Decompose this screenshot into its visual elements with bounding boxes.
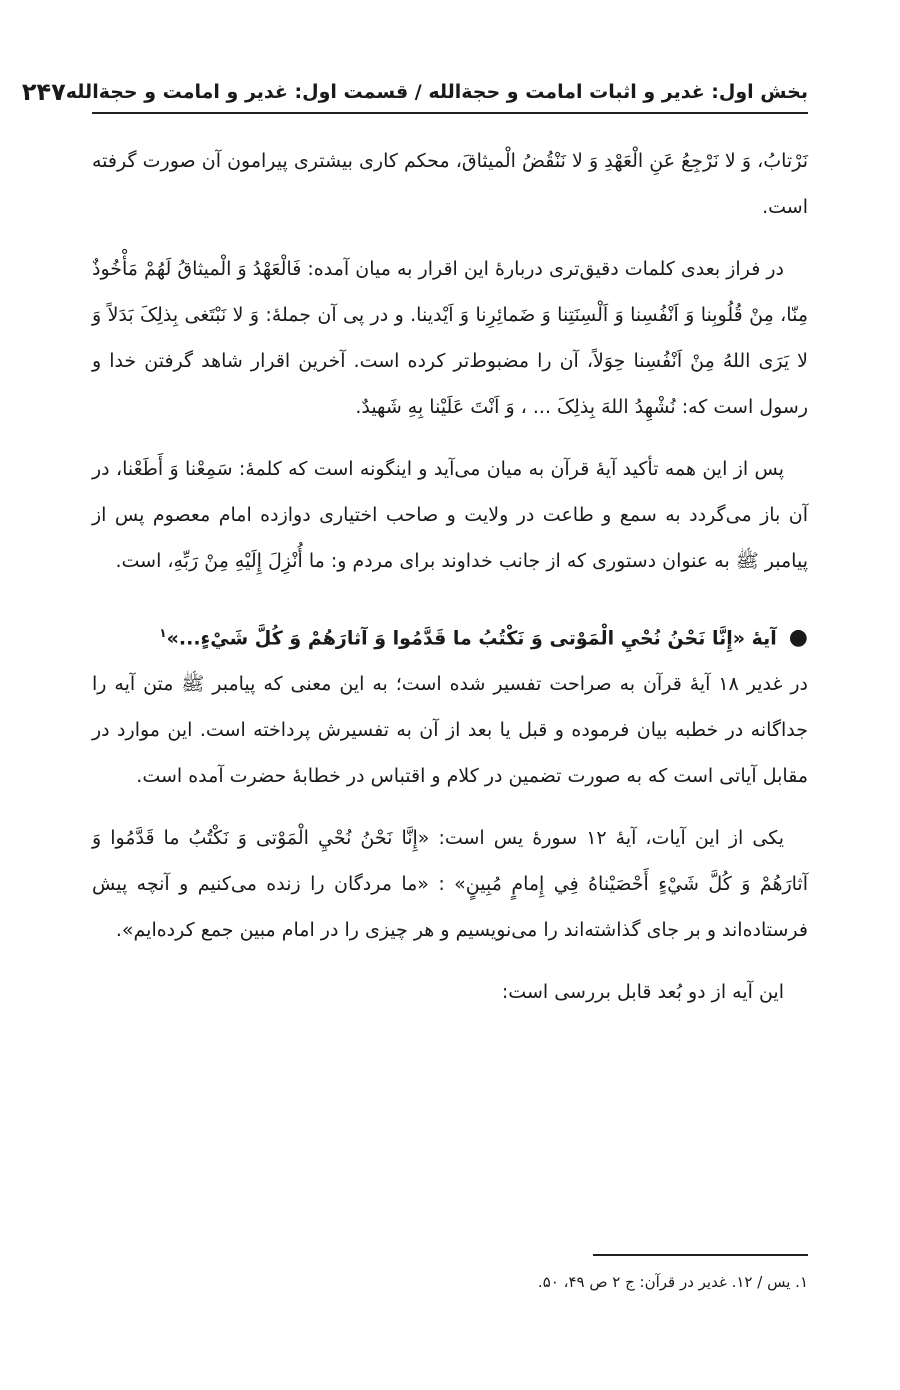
- paragraph-5: یکی از این آیات، آیهٔ ۱۲ سورهٔ یس است: «إِنَّا نَحْنُ نُحْيِ الْمَوْتى وَ نَكْتُبُ ما قَدَّمُوا وَ آثارَهُمْ وَ كُلَّ شَيْءٍ أَحْصَيْناهُ فِي إِمامٍ مُبِينٍ» : «ما مردگان را زنده می‌کنیم و آنچه پیش فرستاده‌اند و بر جای گذاشته‌اند را می‌نویسیم و هر چیزی را در امام مبین جمع کرده‌ایم».: [92, 827, 808, 942]
- bullet-icon: ●: [788, 625, 808, 651]
- paragraph-3: پس از این همه تأکید آیهٔ قرآن به میان می‌آید و اینگونه است که کلمهٔ: سَمِعْنا وَ أَطَعْنا، در آن باز می‌گردد به سمع و طاعت در ولایت و صاحب اختیاری دوازده امام معصوم پس از پیامبر ﷺ به عنوان دستوری که از جانب خداوند برای مردم و: ما أُنْزِلَ إِلَيْهِ مِنْ رَبِّهِ، است.: [92, 458, 808, 572]
- footnote-divider: [593, 1254, 808, 1256]
- paragraph-4: در غدیر ۱۸ آیهٔ قرآن به صراحت تفسیر شده است؛ به این معنی که پیامبر ﷺ متن آیه را جداگانه در خطبه بیان فرموده و قبل یا بعد از آن به تفسیرش پرداخته است. این موارد در مقابل آیاتی است که به صورت تضمین در کلام و اقتباس در خطابهٔ حضرت آمده است.: [92, 673, 808, 788]
- footnote: ۱. یس / ۱۲. غدیر در قرآن: ج ۲ ص ۴۹، ۵۰.: [537, 1273, 808, 1291]
- paragraph-2: در فراز بعدی کلمات دقیق‌تری دربارهٔ این اقرار به میان آمده: فَالْعَهْدُ وَ الْميثاقُ لَهُمْ مَأْخُوذٌ مِنّا، مِنْ قُلُوبِنا وَ اَنْفُسِنا وَ اَلْسِنَتِنا وَ ضَمائِرِنا وَ اَيْدينا. و در پی آن جملهٔ: وَ لا نَبْتَغی بِذلِکَ بَدَلاً وَ لا يَرَى اللهُ مِنْ اَنْفُسِنا حِوَلاً، آن را مضبوط‌تر کرده است. آخرین اقرار شاهد گرفتن خدا و رسول است که: نُشْهِدُ اللهَ بِذلِکَ ... ، وَ اَنْتَ عَلَيْنا بِهِ شَهيدٌ.: [92, 258, 808, 418]
- section-heading-text: آیهٔ «إِنَّا نَحْنُ نُحْيِ الْمَوْتى وَ نَكْتُبُ ما قَدَّمُوا وَ آثارَهُمْ وَ كُلَّ شَيْءٍ...»: [166, 627, 777, 650]
- page-header: [21, 72, 808, 114]
- section-heading: [92, 610, 808, 661]
- page-body: [92, 138, 808, 1015]
- running-header-title: بخش اول: غدیر و اثبات امامت و حجة‌الله / قسمت اول: غدیر و امامت و حجة‌الله: [65, 81, 808, 103]
- page-number: ۲۴۷: [21, 78, 66, 106]
- footnote-reference[interactable]: ۱: [159, 626, 167, 640]
- paragraph-1: نَرْتابُ، وَ لا نَرْجِعُ عَنِ الْعَهْدِ وَ لا نَنْقُضُ الْميثاقَ، محکم کاری بیشتری پیرامون آن صورت گرفته است.: [92, 150, 808, 218]
- paragraph-6: این آیه از دو بُعد قابل بررسی است:: [501, 981, 784, 1004]
